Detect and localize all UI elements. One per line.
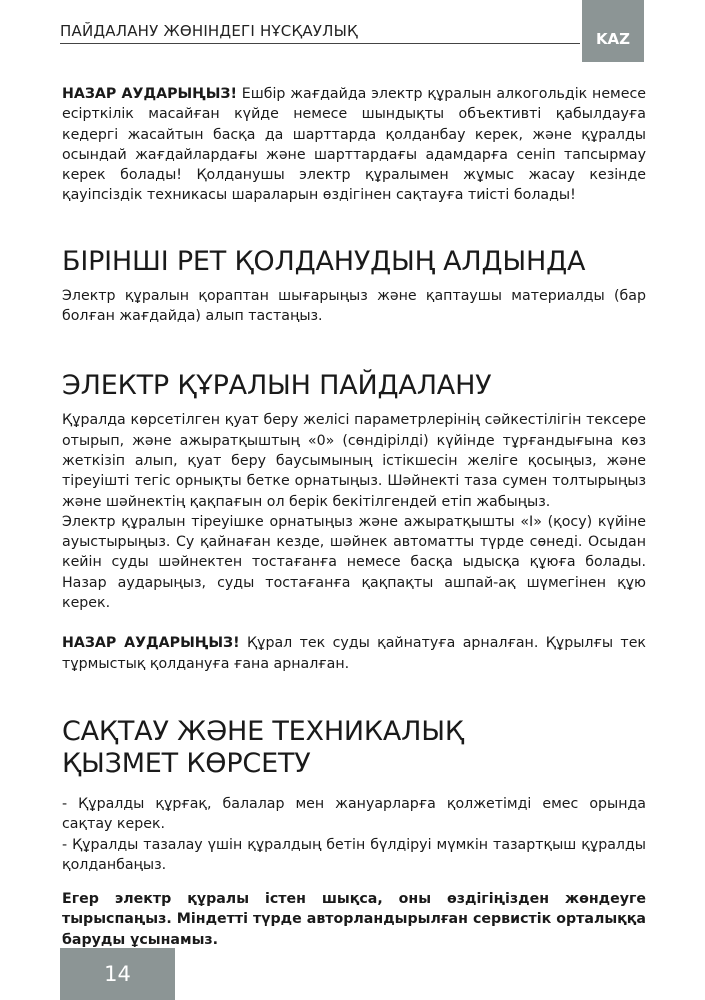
header-divider <box>60 43 580 44</box>
usage-warning-paragraph <box>62 633 646 674</box>
page-number: 14 <box>60 948 175 1000</box>
usage-paragraph-2: Электр құралын тіреуішке орнатыңыз және ажыратқышты «I» (қосу) күйіне ауыстырыңыз. Су қайнаған кезде, шәйнек автоматты түрде сөнеді. Осыдан кейін суды шәйнектен тостағанға немесе басқа ыдысқа құюға болады. Назар аударыңыз, суды тостағанға қақпақты ашпай-ақ шүмегінен құю керек. <box>62 513 646 612</box>
header-title: ПАЙДАЛАНУ ЖӨНІНДЕГІ НҰСҚАУЛЫҚ <box>60 22 358 40</box>
storage-item: - Құралды тазалау үшін құралдың бетін бүлдіруі мүмкін тазартқыш құралды қолданбаңыз. <box>62 836 646 873</box>
section-heading-usage: ЭЛЕКТР ҚҰРАЛЫН ПАЙДАЛАНУ <box>62 370 492 402</box>
section-heading-first-use: БІРІНШІ РЕТ ҚОЛДАНУДЫҢ АЛДЫНДА <box>62 245 586 277</box>
usage-warning-text: Құрал тек суды қайнатуға арналған. Құрылғы тек тұрмыстық қолдануға ғана арналған. <box>62 635 646 672</box>
warning-text: Ешбір жағдайда электр құралын алкогольдік немесе есірткілік масайған күйде немесе шындықты объективті қабылдауға кедергі жасайтын басқа да шарттарда қолданбау керек, және құралды осындай жағдайлардағы және шарттардағы адамдарға сеніп тапсырмау керек болады! Қолданушы электр құралымен жұмыс жасау кезінде қауіпсіздік техникасы шараларын өздігінен сақтауға тиісті болады! <box>62 86 647 204</box>
section-heading-storage <box>62 716 646 780</box>
language-badge: KAZ <box>582 0 644 62</box>
page-content <box>62 84 646 950</box>
first-use-text: Электр құралын қораптан шығарыңыз және қаптаушы материалды (бар болған жағдайда) алып тастаңыз. <box>62 287 646 325</box>
storage-heading-line1: САҚТАУ ЖӘНЕ ТЕХНИКАЛЫҚ <box>62 715 464 747</box>
usage-paragraph-1: Құралда көрсетілген қуат беру желісі параметрлерінің сәйкестілігін тексере отырып, және ажыратқыштың «0» (сөндірілді) күйінде тұрғандығына көз жеткізіп алып, қуат беру баусымының істікшесін желіге қосыңыз, және тіреуішті тегіс орнықты бетке орнатыңыз. Шәйнекті таза сумен толтырыңыз және шәйнектің қақпағын ол берік бекітілгендей етіп жабыңыз. <box>62 412 646 510</box>
storage-heading-line2: ҚЫЗМЕТ КӨРСЕТУ <box>62 747 311 779</box>
repair-note: Егер электр құралы істен шықса, оны өздігіңізден жөндеуге тырыспаңыз. Міндетті түрде авторландырылған сервистік орталыққа баруды ұсынамыз. <box>62 891 646 948</box>
warning-label: НАЗАР АУДАРЫҢЫЗ! <box>62 86 237 102</box>
storage-item: - Құралды құрғақ, балалар мен жануарларға қолжетімді емес орында сақтау керек. <box>62 795 646 833</box>
warning-paragraph <box>62 84 646 206</box>
usage-warning-label: НАЗАР АУДАРЫҢЫЗ! <box>62 635 240 652</box>
